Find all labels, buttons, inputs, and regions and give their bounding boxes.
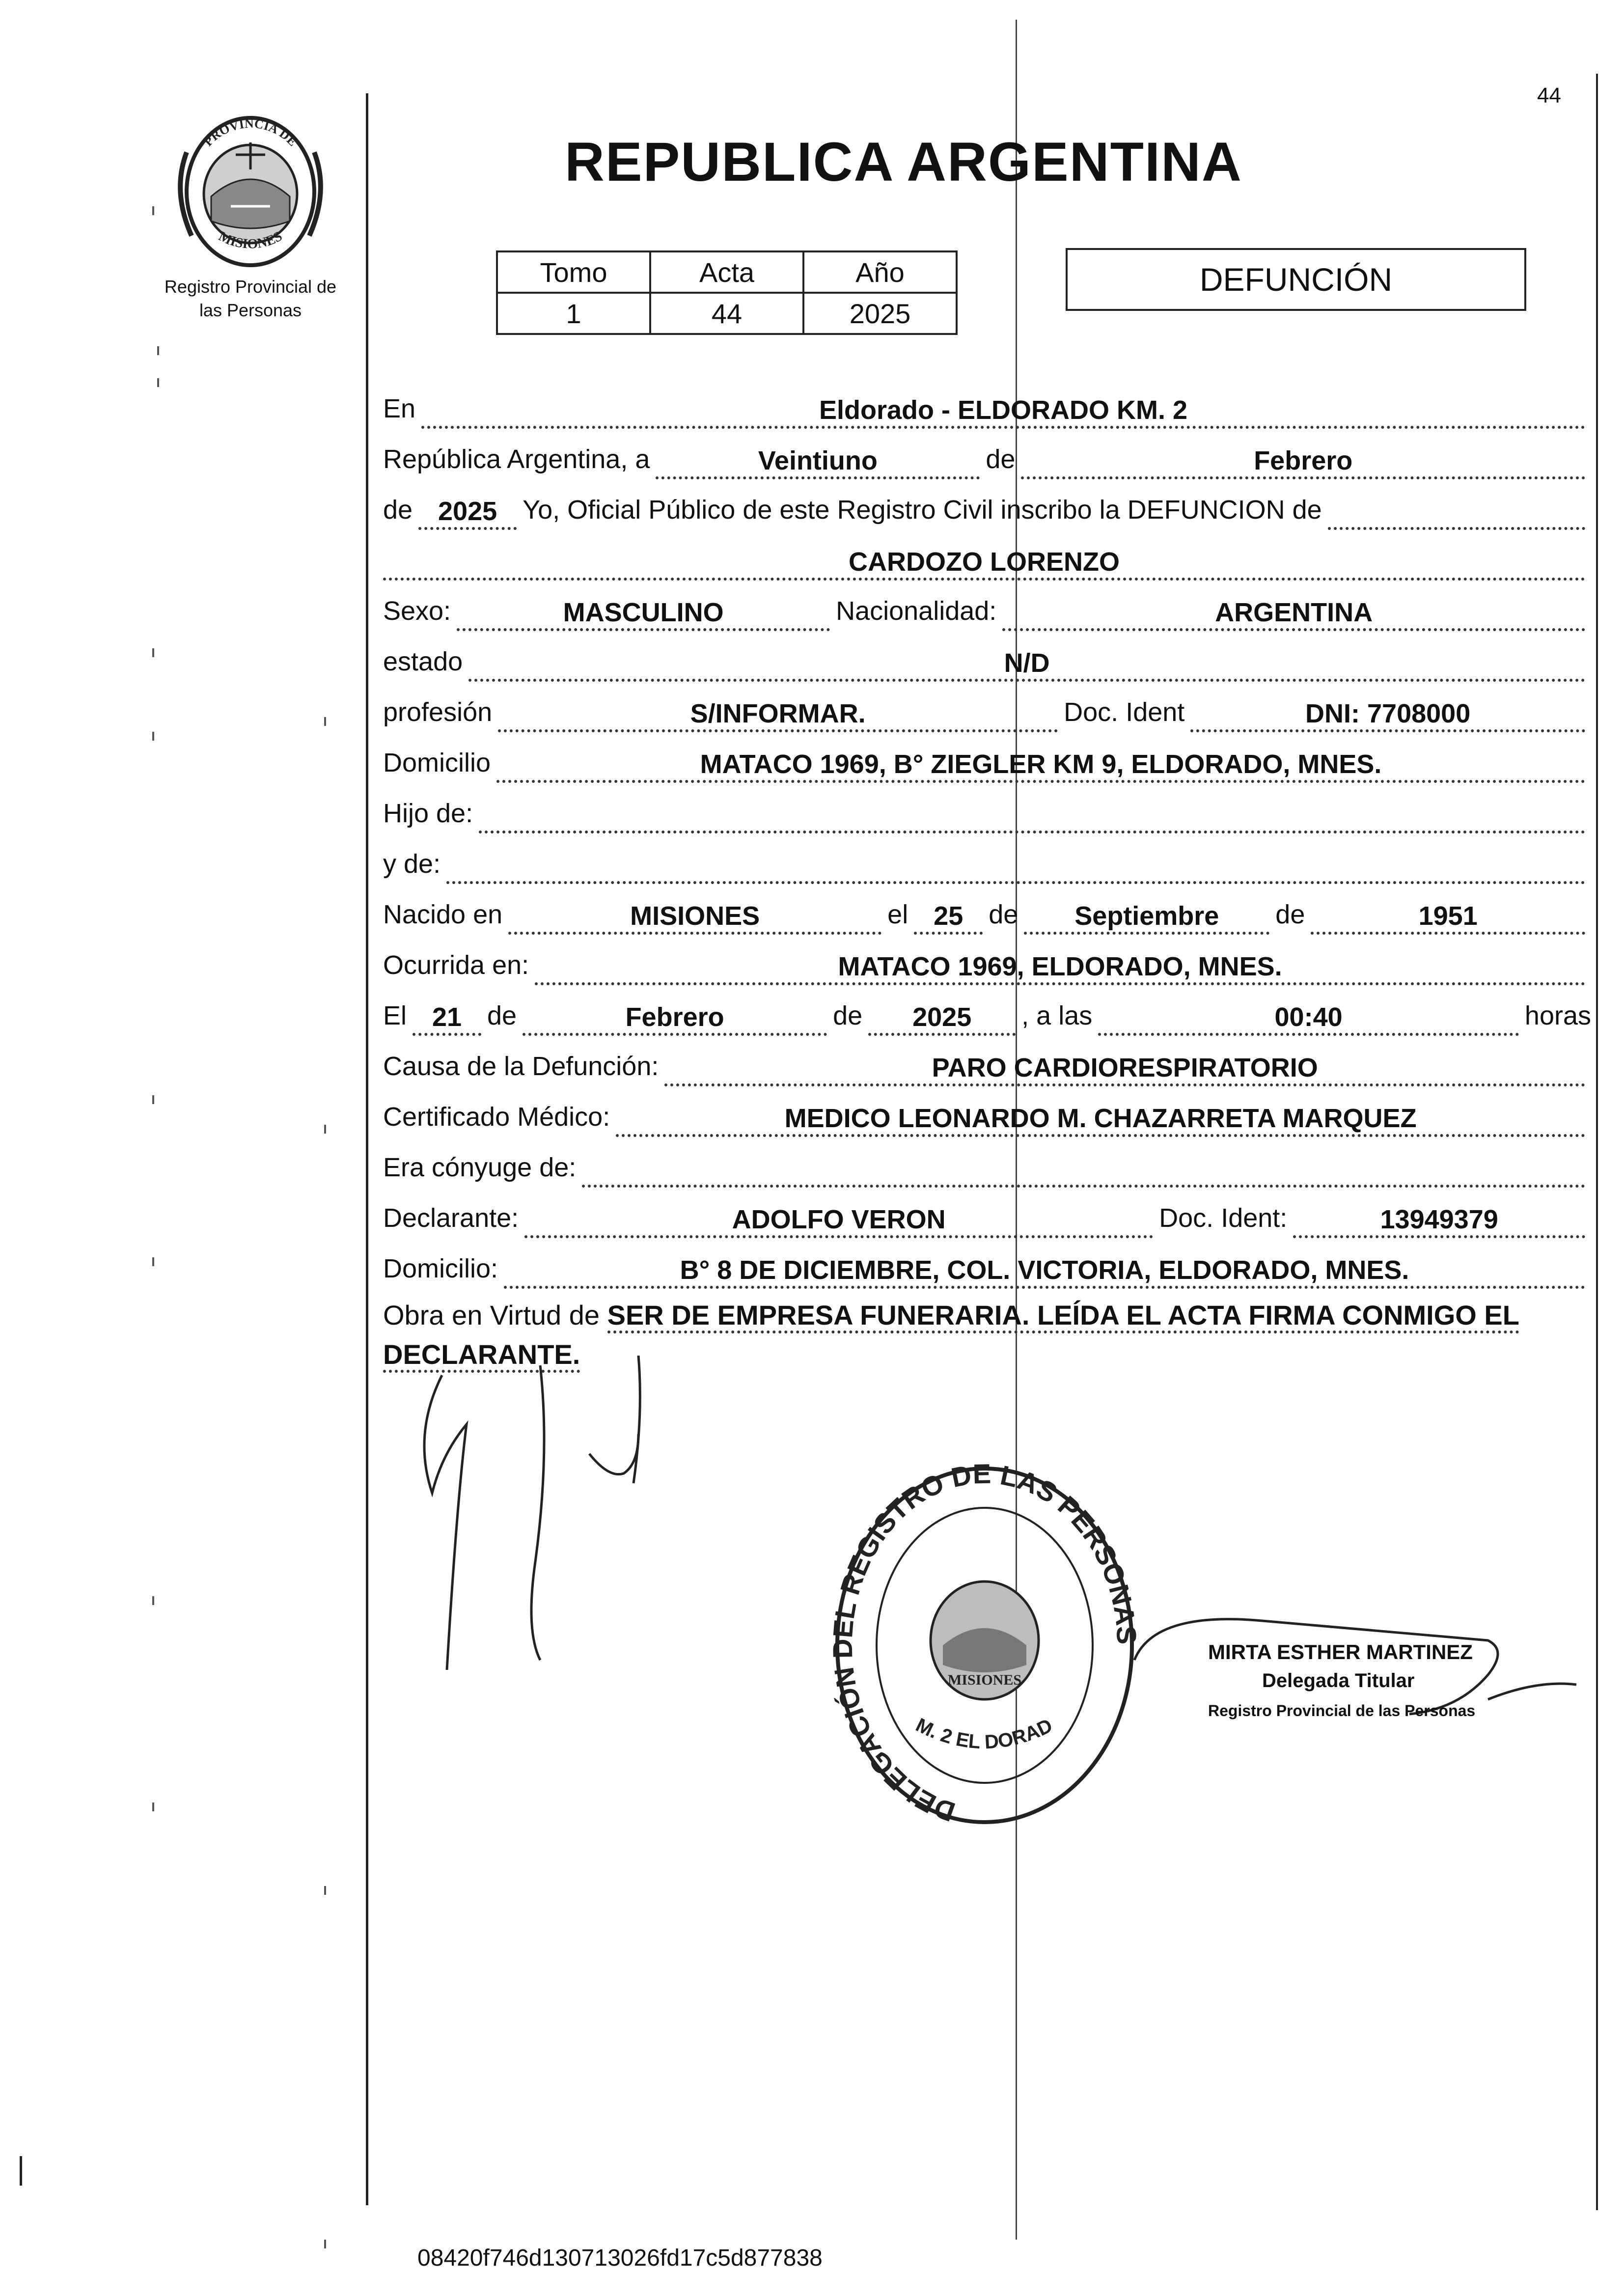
form-row-causa <box>383 1036 1591 1086</box>
year-field: 2025 <box>418 498 517 530</box>
form-row-hijo <box>383 783 1591 833</box>
form-row-estado <box>383 631 1591 682</box>
conyuge-field <box>582 1155 1585 1188</box>
death-time-field: 00:40 <box>1098 1003 1519 1036</box>
oficial-trailing-field <box>1328 498 1585 530</box>
hijo-field <box>479 801 1585 833</box>
month-field: Febrero <box>1021 447 1585 479</box>
form-row-profesion <box>383 682 1591 732</box>
de3-label: de <box>989 900 1018 929</box>
form-row-year <box>383 479 1591 530</box>
profesion-field: S/INFORMAR. <box>498 700 1058 732</box>
registry-official-seal <box>825 1454 1144 1837</box>
issuer-label <box>147 275 354 322</box>
obra-field: SER DE EMPRESA FUNERARIA. LEÍDA EL ACTA FIRMA CONMIGO EL DECLARANTE. <box>383 1300 1519 1373</box>
declarante-field: ADOLFO VERON <box>524 1206 1153 1238</box>
seal-center-text: MISIONES <box>947 1672 1022 1688</box>
oficial-text: Yo, Oficial Público de este Registro Civil inscribo la DEFUNCION de <box>523 495 1322 525</box>
logo-text-bottom: MISIONES <box>216 228 285 252</box>
en-label: En <box>383 394 416 423</box>
form-row-certificado <box>383 1086 1591 1137</box>
record-type-box: DEFUNCIÓN <box>1066 248 1526 311</box>
horas-label: horas <box>1524 1001 1591 1030</box>
margin-mark <box>157 346 159 355</box>
nacionalidad-field: ARGENTINA <box>1002 599 1585 631</box>
domicilio-field: MATACO 1969, B° ZIEGLER KM 9, ELDORADO, MNES. <box>496 750 1585 783</box>
form-row-domicilio <box>383 732 1591 783</box>
official-name: MIRTA ESTHER MARTINEZ <box>1208 1640 1473 1664</box>
table-value-acta: 44 <box>650 293 803 334</box>
el-label: el <box>887 900 908 929</box>
conyuge-label: Era cónyuge de: <box>383 1153 577 1182</box>
place-field: Eldorado - ELDORADO KM. 2 <box>421 396 1585 429</box>
form-row-name <box>383 530 1591 581</box>
margin-mark <box>152 648 154 657</box>
obra-label: Obra en Virtud de <box>383 1300 600 1331</box>
death-record-form <box>383 378 1591 1374</box>
doc-ident-field: DNI: 7708000 <box>1190 700 1585 732</box>
birth-month-field: Septiembre <box>1024 902 1269 935</box>
de-label: de <box>986 444 1016 474</box>
logo-text-top: PROVINCIA DE <box>201 116 300 149</box>
nacionalidad-label: Nacionalidad: <box>836 596 997 626</box>
page-number: 44 <box>1537 83 1561 108</box>
ocurrida-label: Ocurrida en: <box>383 950 529 980</box>
left-margin-rule <box>366 93 368 2205</box>
seal-inner-text: M. 2 EL DORAD <box>912 1714 1056 1753</box>
doc-ident-label: Doc. Ident <box>1064 697 1185 727</box>
margin-mark <box>152 1257 154 1266</box>
margin-mark <box>324 1125 326 1134</box>
table-header-tomo: Tomo <box>497 251 650 293</box>
province-coat-of-arms-logo <box>157 108 344 275</box>
yde-field <box>446 852 1585 884</box>
official-organization: Registro Provincial de las Personas <box>1208 1702 1476 1719</box>
sexo-field: MASCULINO <box>457 599 830 631</box>
left-edge-mark <box>20 2156 22 2186</box>
table-value-anio: 2025 <box>803 293 957 334</box>
table-header-acta: Acta <box>650 251 803 293</box>
certificado-label: Certificado Médico: <box>383 1102 610 1132</box>
birth-year-field: 1951 <box>1311 902 1585 935</box>
declarant-signature <box>393 1356 688 1680</box>
form-row-date <box>383 429 1591 479</box>
doc2-field: 13949379 <box>1293 1206 1585 1238</box>
table-value-tomo: 1 <box>497 293 650 334</box>
nacido-label: Nacido en <box>383 900 503 929</box>
margin-mark <box>152 1095 154 1104</box>
table-header-anio: Año <box>803 251 957 293</box>
certificado-field: MEDICO LEONARDO M. CHAZARRETA MARQUEZ <box>616 1105 1585 1137</box>
official-role: Delegada Titular <box>1262 1670 1415 1692</box>
domicilio2-field: B° 8 DE DICIEMBRE, COL. VICTORIA, ELDORADO, MNES. <box>504 1256 1585 1289</box>
document-title: REPUBLICA ARGENTINA <box>565 131 1242 193</box>
birth-day-field: 25 <box>914 902 983 935</box>
republica-label: República Argentina, a <box>383 444 650 474</box>
death-day-field: 21 <box>413 1003 481 1036</box>
hijo-label: Hijo de: <box>383 799 473 828</box>
el2-label: El <box>383 1001 407 1030</box>
profesion-label: profesión <box>383 697 493 727</box>
right-margin-rule <box>1596 74 1598 2210</box>
form-row-death-date <box>383 985 1591 1036</box>
form-row-yde <box>383 833 1591 884</box>
sexo-label: Sexo: <box>383 596 451 626</box>
margin-mark <box>152 206 154 215</box>
death-month-field: Febrero <box>523 1003 827 1036</box>
margin-mark <box>157 378 159 387</box>
day-field: Veintiuno <box>656 447 980 479</box>
form-row-ocurrida <box>383 935 1591 985</box>
yde-label: y de: <box>383 849 441 879</box>
deceased-name-field: CARDOZO LORENZO <box>383 548 1585 581</box>
record-id-table <box>496 250 958 335</box>
seal-ring-text: DELEGACIÓN DEL REGISTRO DE LAS PERSONAS <box>826 1458 1143 1828</box>
issuer-label-line2: las Personas <box>199 300 302 320</box>
de4-label: de <box>1275 900 1305 929</box>
margin-mark <box>152 732 154 741</box>
estado-label: estado <box>383 647 463 676</box>
domicilio-label: Domicilio <box>383 748 491 777</box>
alas-label: , a las <box>1021 1001 1093 1030</box>
death-year-field: 2025 <box>868 1003 1016 1036</box>
de6-label: de <box>833 1001 863 1030</box>
causa-field: PARO CARDIORESPIRATORIO <box>664 1054 1585 1086</box>
de5-label: de <box>487 1001 517 1030</box>
domicilio2-label: Domicilio: <box>383 1254 498 1283</box>
form-row-birth <box>383 884 1591 935</box>
de2-label: de <box>383 495 413 525</box>
ocurrida-field: MATACO 1969, ELDORADO, MNES. <box>535 953 1585 985</box>
form-row-sex <box>383 581 1591 631</box>
form-row-declarante <box>383 1188 1591 1238</box>
margin-mark <box>152 1803 154 1811</box>
form-row-domicilio2 <box>383 1238 1591 1289</box>
declarante-label: Declarante: <box>383 1203 519 1233</box>
issuer-label-line1: Registro Provincial de <box>164 277 337 297</box>
margin-mark <box>324 1886 326 1895</box>
margin-mark <box>324 717 326 726</box>
document-hash: 08420f746d130713026fd17c5d877838 <box>417 2245 823 2271</box>
nacido-field: MISIONES <box>508 902 881 935</box>
doc2-label: Doc. Ident: <box>1159 1203 1288 1233</box>
margin-mark <box>152 1596 154 1605</box>
form-row-conyuge <box>383 1137 1591 1188</box>
estado-field: N/D <box>468 649 1585 682</box>
form-row-place <box>383 378 1591 429</box>
causa-label: Causa de la Defunción: <box>383 1052 659 1081</box>
margin-mark <box>324 2240 326 2248</box>
